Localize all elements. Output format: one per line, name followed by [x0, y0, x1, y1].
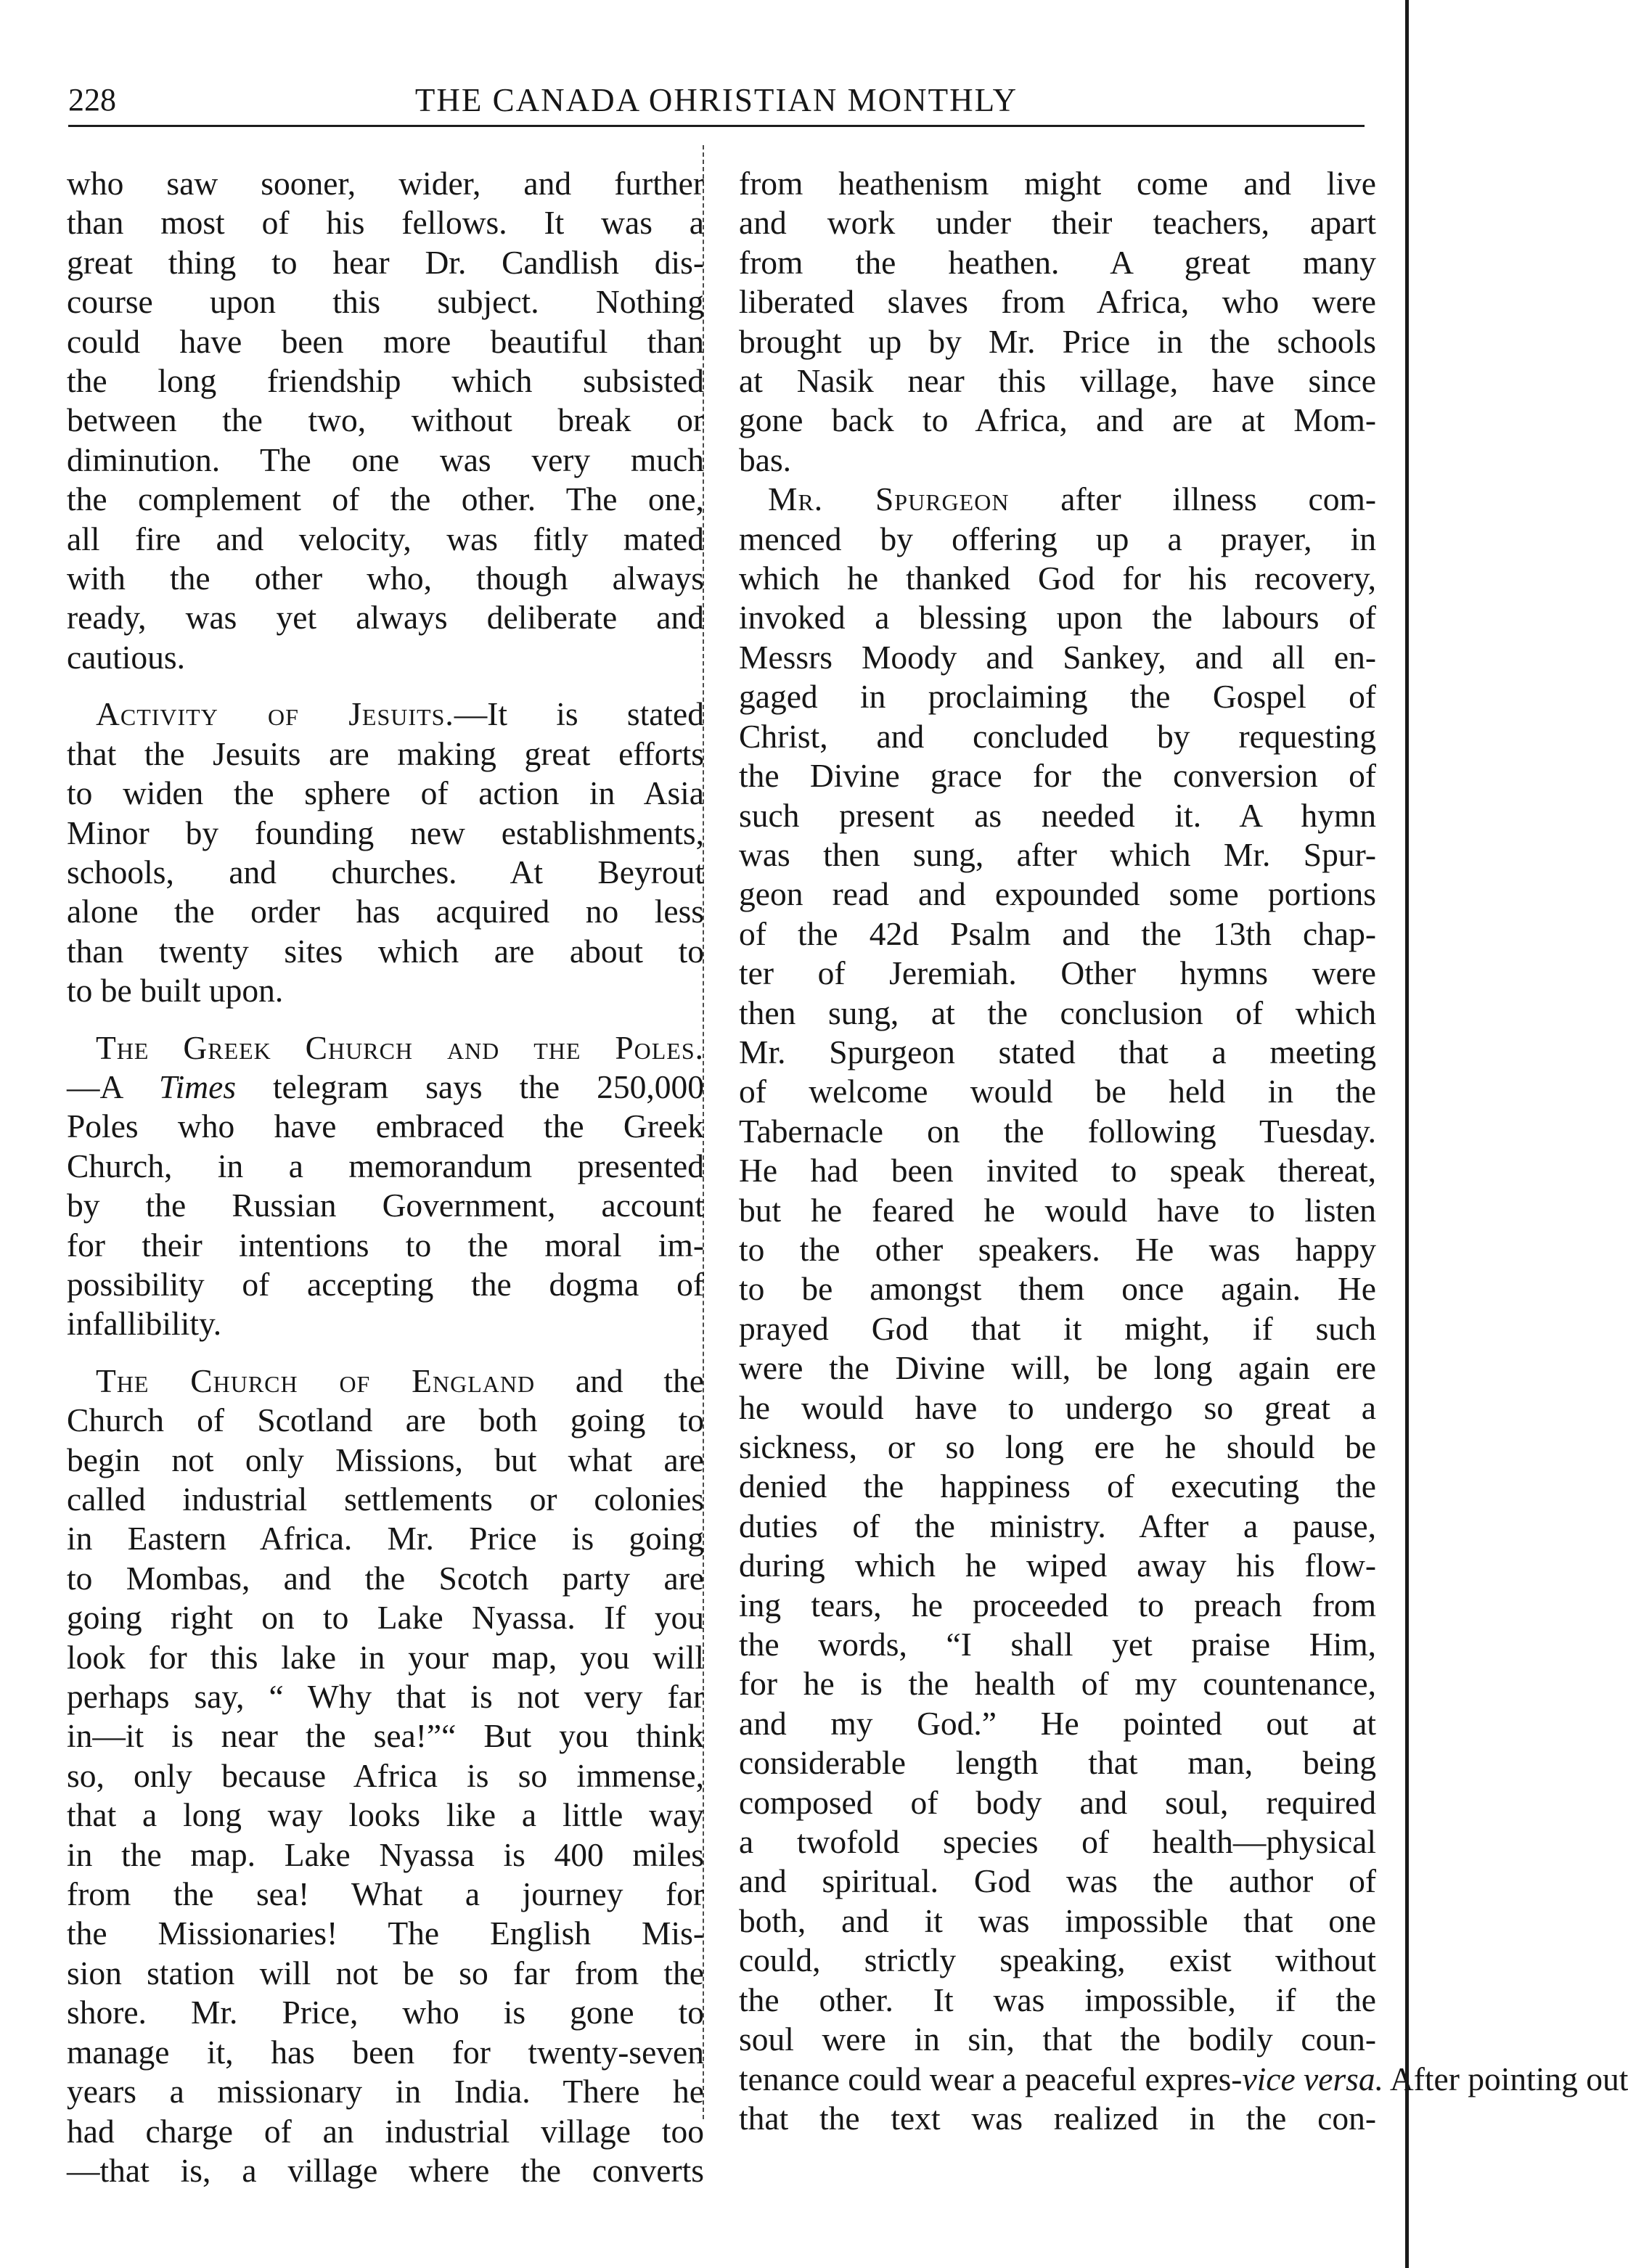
text-line: than most of his fellows. It was a [67, 204, 704, 242]
text-line: from the heathen. A great many [739, 243, 1376, 281]
text-line: to be amongst them once again. He [739, 1270, 1376, 1308]
text-line: gone back to Africa, and are at Mom- [739, 401, 1376, 439]
text-line: composed of body and soul, required [739, 1783, 1376, 1821]
text-line: bas. [739, 441, 792, 478]
text-line: a twofold species of health—physical [739, 1823, 1376, 1861]
text-line: all fire and velocity, was fitly mated [67, 520, 704, 557]
text-line: shore. Mr. Price, who is gone to [67, 1994, 704, 2031]
text-line: then sung, at the conclusion of which [739, 994, 1376, 1031]
text-line: both, and it was impossible that one [739, 1901, 1376, 1939]
text-line: going right on to Lake Nyassa. If you [67, 1599, 704, 1637]
text-line: prayed God that it might, if such [739, 1309, 1376, 1347]
text-line: invoked a blessing upon the labours of [739, 599, 1376, 636]
text-line: cautious. [67, 638, 186, 676]
text-line: of welcome would be held in the [739, 1073, 1376, 1110]
text-line: he would have to undergo so great a [739, 1388, 1376, 1426]
text-line: that a long way looks like a little way [67, 1796, 704, 1834]
text-line: so, only because Africa is so immense, [67, 1756, 704, 1794]
right-column [739, 164, 1628, 2138]
text-line: that the text was realized in the con- [739, 2099, 1376, 2137]
text-line: liberated slaves from Africa, who were [739, 283, 1376, 321]
paragraph-spurgeon [739, 480, 1628, 2138]
text-line: ready, was yet always deliberate and [67, 599, 704, 636]
text-line: who saw sooner, wider, and further [67, 165, 704, 202]
text-line [67, 695, 704, 734]
text-line: ter of Jeremiah. Other hymns were [739, 954, 1376, 992]
text-line: that the Jesuits are making great efforts [67, 734, 704, 772]
text-line: could, strictly speaking, exist without [739, 1941, 1376, 1979]
text-line: than twenty sites which are about to [67, 932, 704, 970]
text-line: sickness, or so long ere he should be [739, 1428, 1376, 1465]
text-line: for their intentions to the moral im- [67, 1226, 704, 1264]
page-number: 228 [68, 82, 116, 118]
text-line: during which he wiped away his flow- [739, 1547, 1376, 1584]
text-line: and work under their teachers, apart [739, 204, 1376, 242]
section-heading: Activity of Jesuits. [96, 695, 454, 733]
page-header [68, 81, 1365, 127]
text-line: the Divine grace for the conversion of [739, 757, 1376, 795]
text-line: with the other who, though always [67, 560, 704, 597]
text-line: such present as needed it. A hymn [739, 796, 1376, 834]
text-line: called industrial settlements or colonies [67, 1481, 704, 1518]
text-line: of the 42d Psalm and the 13th chap- [739, 914, 1376, 952]
text-line: was then sung, after which Mr. Spur- [739, 835, 1376, 873]
text-line: between the two, without break or [67, 401, 704, 439]
text-line: by the Russian Government, account [67, 1187, 704, 1224]
text-line: Mr. Spurgeon stated that a meeting [739, 1033, 1376, 1070]
text-line: in the map. Lake Nyassa is 400 miles [67, 1835, 704, 1873]
text-line: soul were in sin, that the bodily coun- [739, 2021, 1376, 2058]
text-line: The Church of England and the [96, 1362, 704, 1399]
paragraph-greek-church [67, 1028, 704, 1344]
text-line: schools, and churches. At Beyrout [67, 853, 704, 891]
text-line: could have been more beautiful than [67, 322, 704, 360]
text-line: from the sea! What a journey for [67, 1875, 704, 1913]
text-line: to be built upon. [67, 972, 284, 1010]
text-line: Poles who have embraced the Greek [67, 1108, 704, 1145]
text-line: sion station will not be so far from the [67, 1954, 704, 1991]
text-line: ing tears, he proceeded to preach from [739, 1586, 1376, 1624]
text-line: considerable length that man, being [739, 1744, 1376, 1782]
text-line: manage it, has been for twenty-seven [67, 2033, 704, 2071]
text-line: to Mombas, and the Scotch party are [67, 1559, 704, 1597]
text-line: which he thanked God for his recovery, [739, 560, 1376, 597]
text-line: Minor by founding new establishments, [67, 814, 704, 851]
text-line: but he feared he would have to listen [739, 1191, 1376, 1229]
text-line: —A Times telegram says the 250,000 [67, 1068, 704, 1105]
text-line: Tabernacle on the following Tuesday. [739, 1112, 1376, 1150]
paragraph-heathenism [739, 164, 1376, 480]
text-line: from heathenism might come and live [739, 165, 1376, 202]
text-line: and spiritual. God was the author of [739, 1862, 1376, 1900]
text-line: were the Divine will, be long again ere [739, 1349, 1376, 1387]
text-line: had charge of an industrial village too [67, 2112, 704, 2150]
italic-run: Times [158, 1068, 237, 1105]
text-line: at Nasik near this village, have since [739, 362, 1376, 400]
text-line: Messrs Moody and Sankey, and all en- [739, 638, 1376, 676]
text-line: look for this lake in your map, you will [67, 1638, 704, 1676]
text-line: gaged in proclaiming the Gospel of [739, 678, 1376, 716]
section-heading: The Greek Church and the Poles. [96, 1028, 704, 1066]
text-line: to the other speakers. He was happy [739, 1230, 1376, 1268]
text-line: menced by offering up a prayer, in [739, 520, 1376, 557]
text-line: course upon this subject. Nothing [67, 283, 704, 321]
text-line: Christ, and concluded by requesting [739, 717, 1376, 755]
left-column [67, 164, 704, 2190]
text-line: Church, in a memorandum presented [67, 1147, 704, 1184]
text-line: years a missionary in India. There he [67, 2073, 704, 2111]
text-line: geon read and expounded some portions [739, 875, 1376, 913]
text-line: —that is, a village where the converts [67, 2151, 704, 2189]
paragraph-church-of-england [67, 1362, 704, 2191]
italic-run: vice versa. [1242, 2060, 1383, 2097]
text-line: the long friendship which subsisted [67, 362, 704, 400]
text-line: the Missionaries! The English Mis- [67, 1915, 704, 1952]
paragraph-jesuits [67, 695, 704, 1010]
text-line: begin not only Missions, but what are [67, 1441, 704, 1478]
text-line: brought up by Mr. Price in the schools [739, 322, 1376, 360]
text-line: to widen the sphere of action in Asia [67, 774, 704, 812]
text-line: denied the happiness of executing the [739, 1467, 1376, 1505]
running-title: THE CANADA OHRISTIAN MONTHLY [414, 82, 1018, 118]
text-line: the words, “I shall yet praise Him, [739, 1626, 1376, 1663]
text-line: diminution. The one was very much [67, 441, 704, 478]
text-line: alone the order has acquired no less [67, 893, 704, 930]
text-line: in Eastern Africa. Mr. Price is going [67, 1520, 704, 1557]
text-line: possibility of accepting the dogma of [67, 1265, 704, 1303]
text-line: great thing to hear Dr. Candlish dis- [67, 243, 704, 281]
section-heading: The Church of England [96, 1362, 536, 1399]
text-line: the other. It was impossible, if the [739, 1981, 1376, 2018]
text-line: tenance could wear a peaceful expres-vice versa. After pointing out [739, 2060, 1628, 2097]
text-line: for he is the health of my countenance, [739, 1665, 1376, 1703]
text-line: perhaps say, “ Why that is not very far [67, 1678, 704, 1716]
text-line: duties of the ministry. After a pause, [739, 1507, 1376, 1544]
paragraph-candlish [67, 164, 704, 677]
section-heading: Mr. Spurgeon [768, 480, 1010, 518]
text-line: the complement of the other. The one, [67, 480, 704, 518]
text-line: infallibility. [67, 1305, 222, 1343]
text-line: Church of Scotland are both going to [67, 1401, 704, 1439]
text-line: He had been invited to speak thereat, [739, 1152, 1376, 1190]
text-line: in—it is near the sea!”“ But you think [67, 1717, 704, 1755]
binding-edge-rule [1405, 0, 1409, 2268]
text-line: and my God.” He pointed out at [739, 1704, 1376, 1742]
text-run: —It is stated [454, 695, 704, 733]
text-line: Mr. Spurgeon after illness com- [768, 480, 1377, 518]
